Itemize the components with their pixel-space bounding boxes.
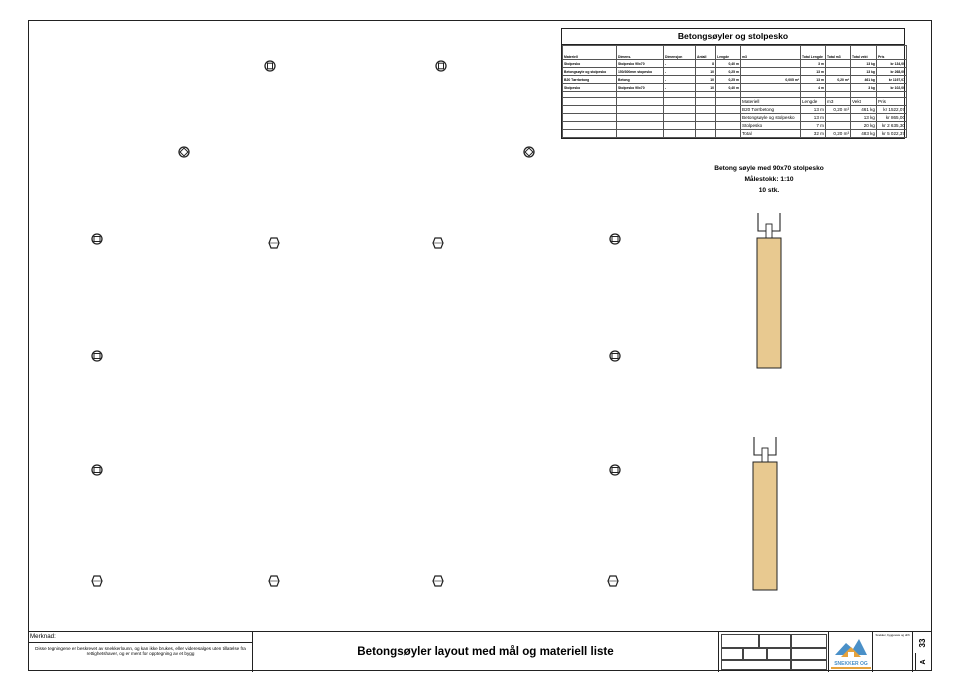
sheet-number: 33: [918, 638, 927, 648]
hex-column-marker: [432, 575, 444, 587]
detail-title: Betong søyle med 90x70 stolpesko: [714, 165, 824, 172]
round-column-marker: [91, 233, 103, 245]
company-logo: [828, 632, 872, 672]
field-cell: [721, 648, 743, 660]
table-title: Betongsøyler og stolpesko: [562, 29, 904, 45]
round-column-marker: [609, 233, 621, 245]
round-column-marker: [91, 350, 103, 362]
header-cell: Pris: [877, 46, 907, 60]
summary-row: Stolpesko 7 m 20 kg kr 2 635,30: [563, 122, 907, 130]
sheet-info: [912, 632, 932, 672]
summary-header-row: Materiell Lengde m3 Vekt Pris: [563, 98, 907, 106]
logo-underline: [831, 667, 871, 669]
table-header-row: [563, 46, 907, 60]
field-cell: [759, 634, 791, 648]
diamond-column-marker: [523, 146, 535, 158]
header-cell: Total vekt: [851, 46, 877, 60]
detail-scale: Målestokk: 1:10: [744, 176, 794, 183]
field-cell: [791, 648, 827, 660]
hex-column-marker: [268, 575, 280, 587]
header-cell: Materiell: [563, 46, 617, 60]
field-cell: [767, 648, 791, 660]
hex-column-marker: [432, 237, 444, 249]
field-cell: [743, 648, 767, 660]
table-row: Stolpesko Stolpesko 90x70 - 10 0,40 m 4 m 3 kg kr 102,00: [564, 85, 905, 90]
note-text: Disse tegningene er beskrevet av snekkerlounn, og kan ikke brukes, eller videresalges uten tillatelse fra rettighetshaver, og er ment for opptegning av et bygg: [28, 642, 253, 657]
round-column-marker: [609, 350, 621, 362]
diamond-column-marker: [178, 146, 190, 158]
round-column-marker: [264, 60, 276, 72]
hex-column-marker: [91, 575, 103, 587]
header-cell: Antall: [696, 46, 716, 60]
hex-column-marker: [607, 575, 619, 587]
summary-row: B20 Tørrbetong 13 m 0,20 m³ 461 kg kr 1522,07: [563, 106, 907, 114]
hex-column-marker: [268, 237, 280, 249]
field-cell: [791, 660, 827, 670]
note-box: [28, 632, 253, 672]
header-cell: Dimensjon: [664, 46, 696, 60]
header-cell: Dimens.: [617, 46, 664, 60]
field-cell: [791, 634, 827, 648]
field-cell: [721, 660, 791, 670]
header-cell: Total Lengde: [801, 46, 826, 60]
field-cell: [721, 634, 759, 648]
header-cell: m3: [741, 46, 801, 60]
round-column-marker: [91, 464, 103, 476]
round-column-marker: [435, 60, 447, 72]
summary-row: Total 32 m 0,20 m³ 483 kg kr 5 022,37: [563, 130, 907, 138]
table-row: Stolpesko Stolpesko 90x70 - 8 0,40 m 3 m 13 kg kr 134,00: [564, 61, 905, 66]
header-cell: Lengde: [716, 46, 741, 60]
detail-count: 10 stk.: [758, 187, 780, 194]
summary-row: Betongsøyle og stolpesko 13 m 13 kg kr 865,00: [563, 114, 907, 122]
title-block-fields: [718, 632, 828, 672]
round-column-marker: [609, 464, 621, 476]
sheet-revision: A: [915, 653, 931, 671]
header-cell: Total m3: [826, 46, 851, 60]
material-table: [561, 28, 905, 139]
note-label: Merknad:: [30, 633, 56, 640]
concrete-pillar-drawing: [750, 436, 780, 592]
house-logo-icon: [833, 635, 869, 661]
title-block: [28, 631, 932, 671]
company-info: Snekker, byggevare og drift: [872, 632, 912, 672]
concrete-pillar-drawing: [754, 212, 784, 372]
table-row: B20 Tørrbetong Betong - 10 0,25 m 0,005 m³ 13 m 0,20 m³ 461 kg kr 1197,07: [564, 77, 905, 82]
table-row: Betongsøyle og stolpesko 150/300mm stopesko - 10 0,25 m 13 m 13 kg kr 268,00: [564, 69, 905, 74]
drawing-title: Betongsøyler layout med mål og materiell liste: [357, 645, 614, 658]
logo-text: SNEKKER OG: [834, 661, 868, 667]
table-grid: [562, 45, 907, 138]
